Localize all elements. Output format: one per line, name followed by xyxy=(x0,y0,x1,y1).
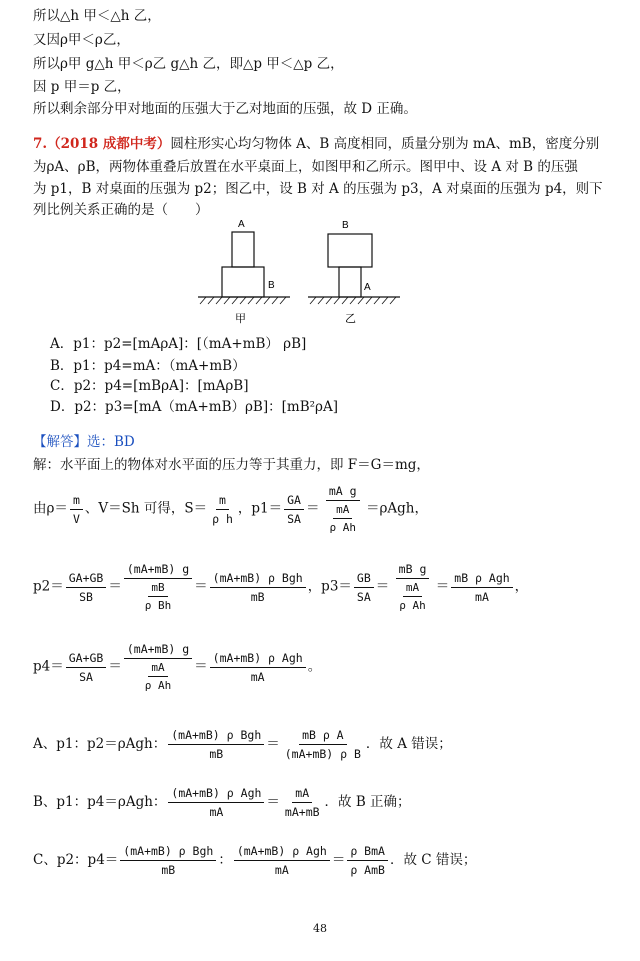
answer-label: 【解答】选：BD xyxy=(33,434,135,450)
text-line: 所以△h 甲＜△h 乙， xyxy=(33,8,161,24)
fraction: $\frac{\text{(mA+mB) ρ Bgh}}{mB}$ xyxy=(210,571,306,604)
fraction: $\frac{(mA+mB) g}{\frac{mA}{\text{ρ Ah}}}$ xyxy=(124,642,192,692)
text-line: 所以剩余部分甲对地面的压强大于乙对地面的压强，故 D 正确。 xyxy=(33,101,417,117)
page-number: 48 xyxy=(313,922,327,935)
label-a-right: A xyxy=(364,282,371,293)
text-line: 因 p 甲＝p 乙， xyxy=(33,79,131,95)
fraction: $\frac{\text{mB ρ A}}{\text{(mA+mB) ρ B}}$ xyxy=(284,728,361,761)
formula-rho-s-p1: 由ρ＝ $\frac{m}{V}$ 、V＝Sh 可得，S＝ $\frac{m}{\text{ρ h}}$ ，p1＝ $\frac{GA}{SA}$ ＝ $\frac{\text{mA g}}{\frac{mA}{\text{ρ Ah}}}$ ＝ρAgh， xyxy=(33,484,429,534)
fraction: $\frac{\text{mB ρ Agh}}{mA}$ xyxy=(451,571,512,604)
fraction: $\frac{\text{(mA+mB) ρ Agh}}{mA}$ xyxy=(234,844,330,877)
question-line-4: 列比例关系正确的是（ ） xyxy=(33,202,209,218)
fraction: $\frac{(mA+mB) g}{\frac{mB}{\text{ρ Bh}}}$ xyxy=(124,562,192,612)
formula-p4: p4＝ $\frac{GA+GB}{SA}$ ＝ $\frac{(mA+mB) g}{\frac{mA}{\text{ρ Ah}}}$ ＝ $\frac{\text{(mA+mB) ρ Agh}}{mA}$ 。 xyxy=(33,642,322,692)
text-line: 又因ρ甲＜ρ乙， xyxy=(33,32,130,48)
caption-right: 乙 xyxy=(345,313,356,325)
fraction: $\frac{\text{mB g}}{\frac{mA}{\text{ρ Ah}}}$ xyxy=(391,562,434,612)
option-d: D．p2：p3=[mA（mA+mB）ρB]：[mB²ρA] xyxy=(50,399,338,415)
label-a-left: A xyxy=(238,219,245,230)
ground-hatch-right xyxy=(310,297,396,304)
fraction: $\frac{m}{V}$ xyxy=(70,493,83,526)
text-line: 所以ρ甲 g△h 甲＜ρ乙 g△h 乙，即△p 甲＜△p 乙， xyxy=(33,56,344,72)
formula-check-b: B、p1：p4＝ρAgh： $\frac{\text{(mA+mB) ρ Agh}}{mA}$ ＝ $\frac{mA}{mA+mB}$ ．故 B 正确； xyxy=(33,786,411,819)
block-b-left xyxy=(222,267,264,297)
formula-check-c: C、p2：p4＝ $\frac{\text{(mA+mB) ρ Bgh}}{mB}$ ： $\frac{\text{(mA+mB) ρ Agh}}{mA}$ ＝ $\frac{\text{ρ BmA}}{\text{ρ AmB}}$ ．故 C 错误； xyxy=(33,844,477,877)
question-line-1 xyxy=(33,134,599,154)
figure-diagram xyxy=(190,212,410,330)
question-line-3: 为 p1，B 对桌面的压强为 p2；图乙中，设 B 对 A 的压强为 p3，A 对桌面的压强为 p4，则下 xyxy=(33,181,603,197)
fraction: $\frac{GA}{SA}$ xyxy=(284,493,304,526)
label-b-right: B xyxy=(342,220,349,231)
solution-intro: 解：水平面上的物体对水平面的压力等于其重力，即 F＝G＝mg， xyxy=(33,457,430,473)
label-b-left: B xyxy=(268,280,275,291)
fraction: $\frac{GA+GB}{SA}$ xyxy=(66,651,107,684)
block-b-right xyxy=(328,234,372,267)
formula-check-a: A、p1：p2＝ρAgh： $\frac{\text{(mA+mB) ρ Bgh}}{mB}$ ＝ $\frac{\text{mB ρ A}}{\text{(mA+mB) ρ B}}$ ．故 A 错误； xyxy=(33,728,452,761)
fraction: $\frac{\text{(mA+mB) ρ Agh}}{mA}$ xyxy=(210,651,306,684)
option-b: B．p1：p4=mA：（mA+mB） xyxy=(50,358,246,374)
caption-left: 甲 xyxy=(235,313,246,325)
block-a-left xyxy=(232,232,254,267)
block-a-right xyxy=(339,267,361,297)
option-c: C．p2：p4=[mBρA]：[mAρB] xyxy=(50,378,249,394)
fraction: $\frac{\text{(mA+mB) ρ Agh}}{mA}$ xyxy=(168,786,264,819)
formula-p2-p3: p2＝ $\frac{GA+GB}{SB}$ ＝ $\frac{(mA+mB) g}{\frac{mB}{\text{ρ Bh}}}$ ＝ $\frac{\text{(mA+mB) ρ Bgh}}{mB}$ ，p3＝ $\frac{GB}{SA}$ ＝ $\frac{\text{mB g}}{\frac{mA}{\text{ρ Ah}}}$ ＝ $\frac{\text{mB ρ Agh}}{mA}$ ， xyxy=(33,562,529,612)
question-number: 7.（2018 成都中考） xyxy=(33,136,171,152)
fraction: $\frac{\text{(mA+mB) ρ Bgh}}{mB}$ xyxy=(120,844,216,877)
question-text: 圆柱形实心均匀物体 A、B 高度相同，质量分别为 mA、mB，密度分别 xyxy=(170,136,600,152)
fraction: $\frac{GA+GB}{SB}$ xyxy=(66,571,107,604)
fraction: $\frac{\text{ρ BmA}}{\text{ρ AmB}}$ xyxy=(347,844,388,877)
fraction: $\frac{\text{mA g}}{\frac{mA}{\text{ρ Ah}}}$ xyxy=(321,484,364,534)
fraction: $\frac{GB}{SA}$ xyxy=(354,571,374,604)
question-line-2: 为ρA、ρB，两物体重叠后放置在水平桌面上，如图甲和乙所示。图甲中、设 A 对 B 的压强 xyxy=(33,159,578,175)
fraction: $\frac{mA}{mA+mB}$ xyxy=(284,786,320,819)
ground-hatch-left xyxy=(200,297,286,304)
option-a: A．p1：p2=[mAρA]：[（mA+mB） ρB] xyxy=(50,336,307,352)
fraction: $\frac{m}{\text{ρ h}}$ xyxy=(212,492,233,526)
fraction: $\frac{\text{(mA+mB) ρ Bgh}}{mB}$ xyxy=(168,728,264,761)
